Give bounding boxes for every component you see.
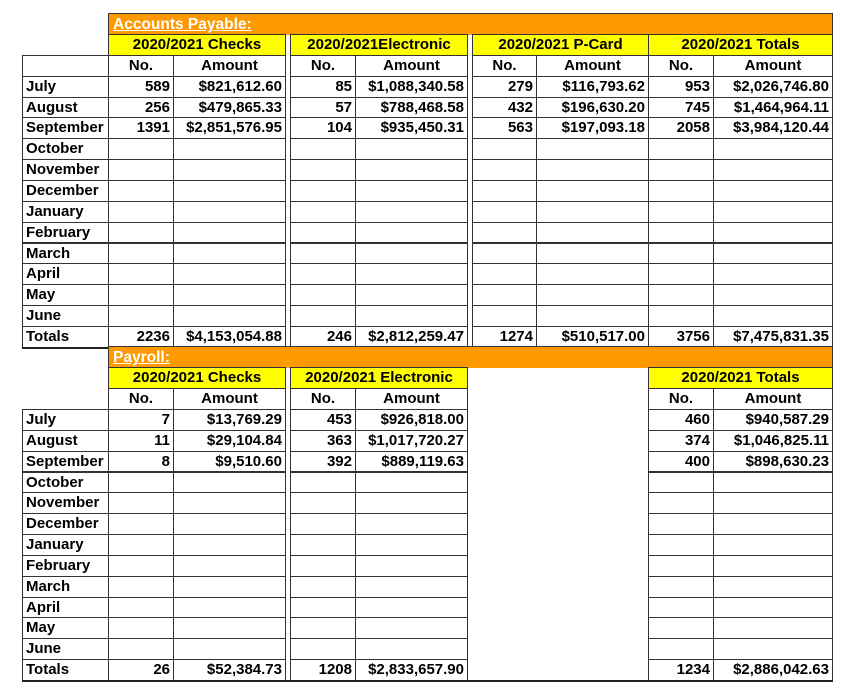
cell-amount[interactable] xyxy=(173,617,286,639)
cell-count[interactable]: 363 xyxy=(290,430,356,452)
cell-count[interactable]: 7 xyxy=(108,409,174,431)
row-label-july: July xyxy=(22,409,109,431)
cell-amount[interactable] xyxy=(355,513,468,535)
row-label-may: May xyxy=(22,617,109,639)
section-bottom-border xyxy=(22,680,833,682)
cell-count[interactable] xyxy=(648,513,714,535)
cell-amount[interactable] xyxy=(355,180,468,202)
totals-amount[interactable]: $2,833,657.90 xyxy=(355,659,468,681)
cell-amount[interactable]: $29,104.84 xyxy=(173,430,286,452)
cell-count[interactable] xyxy=(290,576,356,598)
cell-count[interactable]: 745 xyxy=(648,97,714,119)
cell-amount[interactable] xyxy=(536,138,649,160)
cell-count[interactable]: 104 xyxy=(290,117,356,139)
cell-amount[interactable] xyxy=(173,201,286,223)
cell-count[interactable]: 8 xyxy=(108,451,174,473)
cell-amount[interactable] xyxy=(713,513,833,535)
cell-amount[interactable]: $2,026,746.80 xyxy=(713,76,833,98)
cell-amount[interactable]: $1,464,964.11 xyxy=(713,97,833,119)
cell-amount[interactable] xyxy=(355,201,468,223)
cell-count[interactable] xyxy=(290,472,356,494)
cell-count[interactable]: 2058 xyxy=(648,117,714,139)
cell-count[interactable] xyxy=(648,222,714,244)
cell-amount[interactable] xyxy=(713,617,833,639)
cell-count[interactable] xyxy=(108,492,174,514)
cell-amount[interactable] xyxy=(173,534,286,556)
cell-amount[interactable]: $479,865.33 xyxy=(173,97,286,119)
cell-count[interactable]: 11 xyxy=(108,430,174,452)
cell-amount[interactable] xyxy=(713,492,833,514)
column-header-amount: Amount xyxy=(536,55,649,77)
cell-count[interactable] xyxy=(648,159,714,181)
cell-count[interactable] xyxy=(290,180,356,202)
row-label-january: January xyxy=(22,201,109,223)
cell-count[interactable] xyxy=(648,180,714,202)
cell-amount[interactable] xyxy=(173,513,286,535)
cell-amount[interactable] xyxy=(713,180,833,202)
cell-count[interactable]: 432 xyxy=(472,97,537,119)
cell-count[interactable] xyxy=(108,243,174,265)
cell-count[interactable] xyxy=(108,638,174,660)
cell-count[interactable] xyxy=(472,180,537,202)
totals-count[interactable]: 1274 xyxy=(472,326,537,348)
row-label-totals: Totals xyxy=(22,326,109,348)
cell-amount[interactable] xyxy=(536,159,649,181)
cell-amount[interactable] xyxy=(355,243,468,265)
row-label-february: February xyxy=(22,222,109,244)
cell-amount[interactable] xyxy=(355,617,468,639)
cell-count[interactable] xyxy=(648,243,714,265)
cell-amount[interactable]: $926,818.00 xyxy=(355,409,468,431)
cell-amount[interactable] xyxy=(713,243,833,265)
cell-amount[interactable] xyxy=(355,576,468,598)
cell-amount[interactable] xyxy=(173,222,286,244)
cell-amount[interactable] xyxy=(355,305,468,327)
cell-amount[interactable] xyxy=(173,576,286,598)
group-2020-2021electronic-header: 2020/2021Electronic xyxy=(290,34,468,56)
cell-count[interactable] xyxy=(648,638,714,660)
totals-count[interactable]: 26 xyxy=(108,659,174,681)
totals-count[interactable]: 246 xyxy=(290,326,356,348)
cell-amount[interactable] xyxy=(173,638,286,660)
cell-count[interactable] xyxy=(648,138,714,160)
cell-count[interactable] xyxy=(290,638,356,660)
cell-amount[interactable] xyxy=(536,284,649,306)
cell-count[interactable] xyxy=(290,263,356,285)
cell-count[interactable] xyxy=(108,159,174,181)
row-label-december: December xyxy=(22,180,109,202)
cell-amount[interactable]: $1,046,825.11 xyxy=(713,430,833,452)
cell-amount[interactable] xyxy=(355,597,468,619)
row-label-may: May xyxy=(22,284,109,306)
cell-count[interactable]: 85 xyxy=(290,76,356,98)
group-2020-2021-totals-header: 2020/2021 Totals xyxy=(648,34,833,56)
cell-amount[interactable]: $116,793.62 xyxy=(536,76,649,98)
cell-count[interactable] xyxy=(290,201,356,223)
cell-count[interactable] xyxy=(290,138,356,160)
cell-count[interactable] xyxy=(648,305,714,327)
row-label-january: January xyxy=(22,534,109,556)
row-label-header-blank xyxy=(22,55,109,77)
cell-count[interactable] xyxy=(290,284,356,306)
column-header-no: No. xyxy=(648,388,714,410)
cell-count[interactable]: 1391 xyxy=(108,117,174,139)
cell-count[interactable] xyxy=(290,534,356,556)
cell-amount[interactable] xyxy=(713,555,833,577)
cell-amount[interactable] xyxy=(713,638,833,660)
row-label-november: November xyxy=(22,159,109,181)
cell-count[interactable] xyxy=(108,284,174,306)
cell-count[interactable] xyxy=(108,576,174,598)
cell-amount[interactable]: $889,119.63 xyxy=(355,451,468,473)
cell-amount[interactable]: $196,630.20 xyxy=(536,97,649,119)
cell-amount[interactable] xyxy=(173,555,286,577)
row-label-october: October xyxy=(22,138,109,160)
accounts-payable-title-bar: Accounts Payable: xyxy=(108,13,833,35)
cell-count[interactable] xyxy=(290,492,356,514)
column-header-amount: Amount xyxy=(173,388,286,410)
cell-amount[interactable] xyxy=(355,472,468,494)
cell-count[interactable] xyxy=(648,472,714,494)
cell-amount[interactable] xyxy=(713,138,833,160)
column-header-no: No. xyxy=(290,55,356,77)
cell-count[interactable] xyxy=(648,597,714,619)
totals-amount[interactable]: $2,812,259.47 xyxy=(355,326,468,348)
cell-amount[interactable]: $898,630.23 xyxy=(713,451,833,473)
cell-count[interactable]: 256 xyxy=(108,97,174,119)
group-2020-2021-electronic-header: 2020/2021 Electronic xyxy=(290,367,468,389)
cell-count[interactable]: 563 xyxy=(472,117,537,139)
cell-count[interactable] xyxy=(108,472,174,494)
row-label-march: March xyxy=(22,576,109,598)
column-header-amount: Amount xyxy=(173,55,286,77)
column-header-no: No. xyxy=(472,55,537,77)
group-2020-2021-totals-header: 2020/2021 Totals xyxy=(648,367,833,389)
cell-count[interactable] xyxy=(108,534,174,556)
cell-amount[interactable] xyxy=(713,263,833,285)
cell-amount[interactable] xyxy=(173,284,286,306)
cell-amount[interactable] xyxy=(355,263,468,285)
cell-count[interactable] xyxy=(472,263,537,285)
cell-amount[interactable]: $197,093.18 xyxy=(536,117,649,139)
totals-count[interactable]: 2236 xyxy=(108,326,174,348)
cell-count[interactable] xyxy=(108,138,174,160)
cell-amount[interactable]: $940,587.29 xyxy=(713,409,833,431)
cell-amount[interactable] xyxy=(536,243,649,265)
row-label-september: September xyxy=(22,117,109,139)
cell-count[interactable] xyxy=(472,159,537,181)
row-label-july: July xyxy=(22,76,109,98)
column-header-amount: Amount xyxy=(355,388,468,410)
totals-count[interactable]: 3756 xyxy=(648,326,714,348)
cell-amount[interactable] xyxy=(713,472,833,494)
cell-amount[interactable] xyxy=(173,138,286,160)
cell-count[interactable] xyxy=(648,263,714,285)
cell-count[interactable]: 953 xyxy=(648,76,714,98)
cell-amount[interactable]: $2,851,576.95 xyxy=(173,117,286,139)
cell-amount[interactable]: $3,984,120.44 xyxy=(713,117,833,139)
column-header-no: No. xyxy=(108,388,174,410)
row-label-totals: Totals xyxy=(22,659,109,681)
totals-count[interactable]: 1208 xyxy=(290,659,356,681)
totals-amount[interactable]: $7,475,831.35 xyxy=(713,326,833,348)
cell-count[interactable] xyxy=(290,617,356,639)
cell-count[interactable] xyxy=(648,492,714,514)
row-label-august: August xyxy=(22,430,109,452)
row-label-august: August xyxy=(22,97,109,119)
payroll-title-bar: Payroll: xyxy=(108,346,833,368)
cell-count[interactable]: 57 xyxy=(290,97,356,119)
cell-amount[interactable]: $788,468.58 xyxy=(355,97,468,119)
cell-count[interactable] xyxy=(472,284,537,306)
cell-amount[interactable] xyxy=(713,305,833,327)
cell-count[interactable]: 453 xyxy=(290,409,356,431)
totals-amount[interactable]: $2,886,042.63 xyxy=(713,659,833,681)
row-label-april: April xyxy=(22,597,109,619)
cell-count[interactable] xyxy=(108,180,174,202)
cell-count[interactable] xyxy=(648,555,714,577)
cell-count[interactable] xyxy=(108,263,174,285)
row-label-september: September xyxy=(22,451,109,473)
cell-count[interactable] xyxy=(108,513,174,535)
cell-amount[interactable] xyxy=(536,180,649,202)
column-header-no: No. xyxy=(648,55,714,77)
column-header-no: No. xyxy=(108,55,174,77)
cell-amount[interactable] xyxy=(713,159,833,181)
cell-count[interactable] xyxy=(472,305,537,327)
cell-amount[interactable] xyxy=(355,638,468,660)
cell-count[interactable] xyxy=(108,555,174,577)
totals-amount[interactable]: $510,517.00 xyxy=(536,326,649,348)
cell-count[interactable] xyxy=(472,201,537,223)
totals-amount[interactable]: $52,384.73 xyxy=(173,659,286,681)
cell-amount[interactable] xyxy=(355,138,468,160)
cell-amount[interactable] xyxy=(173,472,286,494)
cell-count[interactable] xyxy=(472,243,537,265)
cell-count[interactable]: 460 xyxy=(648,409,714,431)
cell-count[interactable]: 589 xyxy=(108,76,174,98)
cell-amount[interactable] xyxy=(173,597,286,619)
cell-amount[interactable] xyxy=(355,555,468,577)
cell-count[interactable] xyxy=(648,617,714,639)
cell-amount[interactable] xyxy=(173,159,286,181)
cell-count[interactable] xyxy=(290,555,356,577)
row-label-october: October xyxy=(22,472,109,494)
cell-amount[interactable] xyxy=(713,597,833,619)
cell-count[interactable]: 392 xyxy=(290,451,356,473)
cell-count[interactable]: 374 xyxy=(648,430,714,452)
cell-count[interactable] xyxy=(108,201,174,223)
cell-amount[interactable] xyxy=(355,492,468,514)
cell-count[interactable]: 400 xyxy=(648,451,714,473)
cell-amount[interactable] xyxy=(536,222,649,244)
cell-amount[interactable] xyxy=(713,534,833,556)
column-header-amount: Amount xyxy=(713,388,833,410)
cell-amount[interactable] xyxy=(355,284,468,306)
totals-amount[interactable]: $4,153,054.88 xyxy=(173,326,286,348)
cell-amount[interactable] xyxy=(173,243,286,265)
totals-count[interactable]: 1234 xyxy=(648,659,714,681)
cell-amount[interactable] xyxy=(355,159,468,181)
group-2020-2021-checks-header: 2020/2021 Checks xyxy=(108,367,286,389)
column-header-amount: Amount xyxy=(355,55,468,77)
cell-count[interactable] xyxy=(290,597,356,619)
cell-amount[interactable] xyxy=(355,534,468,556)
cell-count[interactable] xyxy=(108,305,174,327)
cell-amount[interactable]: $9,510.60 xyxy=(173,451,286,473)
cell-count[interactable] xyxy=(648,201,714,223)
row-label-february: February xyxy=(22,555,109,577)
row-label-november: November xyxy=(22,492,109,514)
cell-amount[interactable] xyxy=(173,180,286,202)
row-label-march: March xyxy=(22,243,109,265)
column-header-no: No. xyxy=(290,388,356,410)
cell-count[interactable] xyxy=(108,597,174,619)
cell-amount[interactable]: $13,769.29 xyxy=(173,409,286,431)
cell-amount[interactable] xyxy=(713,222,833,244)
cell-count[interactable] xyxy=(290,513,356,535)
row-label-december: December xyxy=(22,513,109,535)
cell-amount[interactable] xyxy=(536,305,649,327)
cell-count[interactable] xyxy=(108,617,174,639)
cell-amount[interactable]: $1,017,720.27 xyxy=(355,430,468,452)
cell-amount[interactable] xyxy=(173,263,286,285)
cell-amount[interactable]: $821,612.60 xyxy=(173,76,286,98)
cell-amount[interactable] xyxy=(536,201,649,223)
group-2020-2021-checks-header: 2020/2021 Checks xyxy=(108,34,286,56)
cell-amount[interactable] xyxy=(173,492,286,514)
cell-count[interactable] xyxy=(648,534,714,556)
cell-count[interactable] xyxy=(290,305,356,327)
cell-count[interactable] xyxy=(648,576,714,598)
cell-count[interactable] xyxy=(472,138,537,160)
cell-amount[interactable] xyxy=(713,201,833,223)
cell-count[interactable] xyxy=(108,222,174,244)
cell-amount[interactable]: $1,088,340.58 xyxy=(355,76,468,98)
row-label-april: April xyxy=(22,263,109,285)
row-label-june: June xyxy=(22,638,109,660)
cell-amount[interactable]: $935,450.31 xyxy=(355,117,468,139)
cell-amount[interactable] xyxy=(355,222,468,244)
cell-count[interactable]: 279 xyxy=(472,76,537,98)
group-2020-2021-p-card-header: 2020/2021 P-Card xyxy=(472,34,649,56)
cell-amount[interactable] xyxy=(713,576,833,598)
column-header-amount: Amount xyxy=(713,55,833,77)
cell-amount[interactable] xyxy=(173,305,286,327)
cell-count[interactable] xyxy=(290,159,356,181)
cell-count[interactable] xyxy=(290,243,356,265)
cell-count[interactable] xyxy=(472,222,537,244)
cell-amount[interactable] xyxy=(536,263,649,285)
cell-count[interactable] xyxy=(290,222,356,244)
row-label-june: June xyxy=(22,305,109,327)
cell-amount[interactable] xyxy=(713,284,833,306)
cell-count[interactable] xyxy=(648,284,714,306)
